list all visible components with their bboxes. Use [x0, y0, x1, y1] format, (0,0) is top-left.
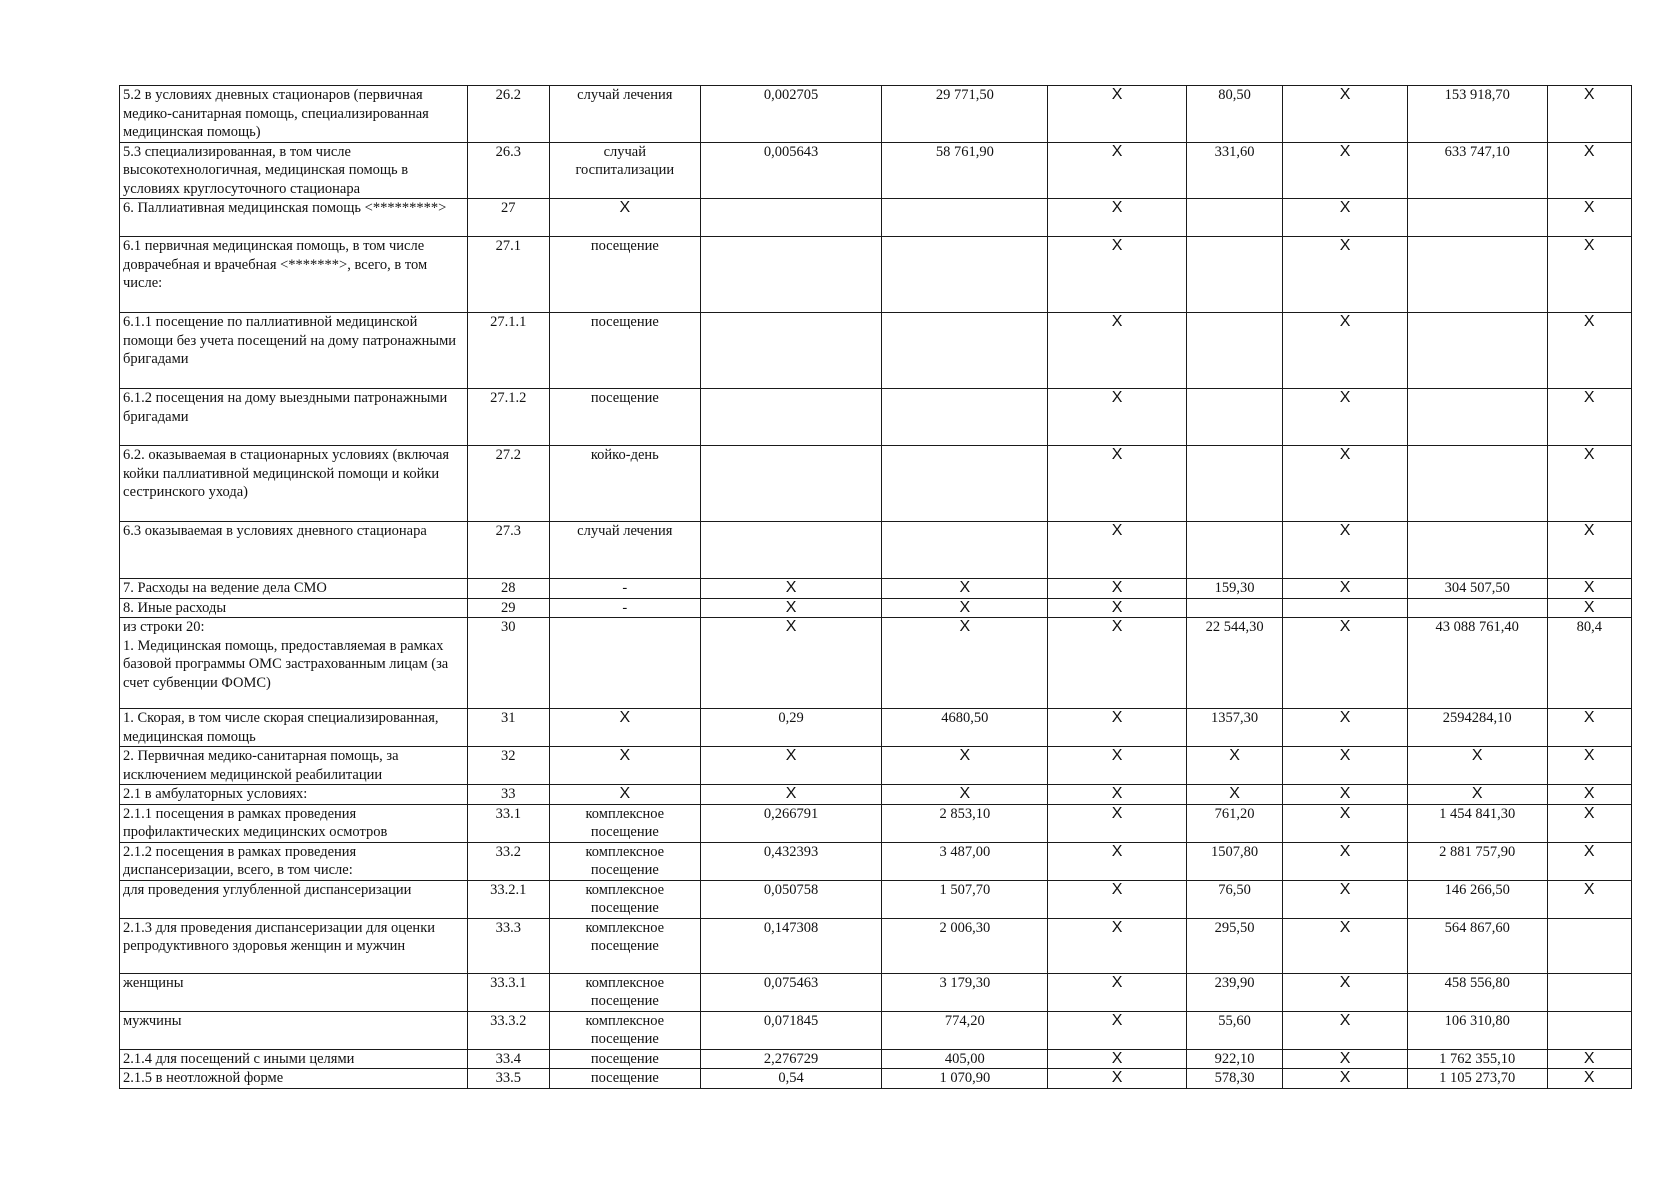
cell-col-x1: X — [1048, 1011, 1187, 1049]
cell-share: X — [1547, 747, 1631, 785]
cell-total-sum — [1407, 389, 1547, 446]
cell-norm-volume: X — [700, 598, 882, 618]
cell-norm-cost — [882, 313, 1048, 389]
cell-total-sum — [1407, 446, 1547, 522]
cell-norm-volume — [700, 237, 882, 313]
cell-row-code: 27.2 — [467, 446, 549, 522]
cell-col-x1: X — [1048, 709, 1187, 747]
cell-col-x1: X — [1048, 842, 1187, 880]
cell-norm-volume — [700, 199, 882, 237]
cell-unit: X — [549, 709, 700, 747]
cell-col-x2: X — [1283, 842, 1408, 880]
cell-col-x1: X — [1048, 880, 1187, 918]
cell-col-x2: X — [1283, 747, 1408, 785]
cell-description: 6.1.2 посещения на дому выездными патронажными бригадами — [120, 389, 468, 446]
table-row — [120, 973, 1632, 1011]
cell-row-code: 33.2 — [467, 842, 549, 880]
cell-col-x1: X — [1048, 446, 1187, 522]
cell-description: 6. Паллиативная медицинская помощь <*********> — [120, 199, 468, 237]
cell-per-capita-value: 1357,30 — [1186, 709, 1282, 747]
table-row — [120, 313, 1632, 389]
cell-row-code: 30 — [467, 618, 549, 709]
cell-unit: случай лечения — [549, 86, 700, 143]
table-row — [120, 842, 1632, 880]
cell-row-code: 32 — [467, 747, 549, 785]
cell-share: X — [1547, 389, 1631, 446]
cell-total-sum: 2594284,10 — [1407, 709, 1547, 747]
cell-description: 6.2. оказываемая в стационарных условиях (включая койки паллиативной медицинской помощи и койки сестринского ухода) — [120, 446, 468, 522]
cell-description: мужчины — [120, 1011, 468, 1049]
cell-norm-cost — [882, 199, 1048, 237]
cell-description: 2.1.1 посещения в рамках проведения профилактических медицинских осмотров — [120, 804, 468, 842]
cell-share: X — [1547, 804, 1631, 842]
cell-share: 80,4 — [1547, 618, 1631, 709]
cell-total-sum: 304 507,50 — [1407, 579, 1547, 599]
cell-per-capita-value: 76,50 — [1186, 880, 1282, 918]
cell-col-x1: X — [1048, 313, 1187, 389]
cell-norm-volume: 0,266791 — [700, 804, 882, 842]
cell-total-sum: 1 762 355,10 — [1407, 1049, 1547, 1069]
cell-per-capita-value — [1186, 199, 1282, 237]
cell-share: X — [1547, 446, 1631, 522]
table-row — [120, 522, 1632, 579]
cell-norm-cost — [882, 237, 1048, 313]
cell-unit: X — [549, 199, 700, 237]
cell-per-capita-value: 761,20 — [1186, 804, 1282, 842]
cell-unit: случай госпитализации — [549, 142, 700, 199]
cell-share: X — [1547, 1049, 1631, 1069]
table-row — [120, 1049, 1632, 1069]
cell-unit: комплексное посещение — [549, 1011, 700, 1049]
cell-norm-cost: 1 070,90 — [882, 1069, 1048, 1089]
cell-share: X — [1547, 785, 1631, 805]
cell-total-sum: 564 867,60 — [1407, 918, 1547, 973]
cell-col-x1: X — [1048, 522, 1187, 579]
cell-share — [1547, 1011, 1631, 1049]
cell-share: X — [1547, 842, 1631, 880]
cell-description: 7. Расходы на ведение дела СМО — [120, 579, 468, 599]
table-row — [120, 804, 1632, 842]
cell-col-x2: X — [1283, 918, 1408, 973]
table-row — [120, 709, 1632, 747]
cell-col-x2 — [1283, 598, 1408, 618]
table-row — [120, 785, 1632, 805]
cell-norm-volume: 0,29 — [700, 709, 882, 747]
cell-share: X — [1547, 1069, 1631, 1089]
cell-description: 5.2 в условиях дневных стационаров (первичная медико-санитарная помощь, специализированная медицинская помощь) — [120, 86, 468, 143]
cell-per-capita-value — [1186, 598, 1282, 618]
cell-description: 2.1 в амбулаторных условиях: — [120, 785, 468, 805]
cell-norm-cost: X — [882, 598, 1048, 618]
cell-col-x1: X — [1048, 1049, 1187, 1069]
table-row — [120, 389, 1632, 446]
table-row — [120, 142, 1632, 199]
cell-row-code: 33.3.2 — [467, 1011, 549, 1049]
cell-row-code: 27.1.1 — [467, 313, 549, 389]
cell-total-sum: 146 266,50 — [1407, 880, 1547, 918]
cell-col-x2: X — [1283, 86, 1408, 143]
cell-share: X — [1547, 579, 1631, 599]
cell-description: 8. Иные расходы — [120, 598, 468, 618]
cell-row-code: 29 — [467, 598, 549, 618]
cell-col-x2: X — [1283, 1011, 1408, 1049]
cell-col-x1: X — [1048, 199, 1187, 237]
cell-norm-cost: 2 006,30 — [882, 918, 1048, 973]
cell-total-sum: 633 747,10 — [1407, 142, 1547, 199]
cell-share: X — [1547, 880, 1631, 918]
cell-unit: посещение — [549, 1049, 700, 1069]
cell-norm-cost: 1 507,70 — [882, 880, 1048, 918]
cell-row-code: 26.3 — [467, 142, 549, 199]
cell-total-sum: 106 310,80 — [1407, 1011, 1547, 1049]
cell-norm-volume: X — [700, 579, 882, 599]
cell-unit: - — [549, 579, 700, 599]
cell-norm-volume: X — [700, 618, 882, 709]
cell-unit: комплексное посещение — [549, 918, 700, 973]
cell-per-capita-value: X — [1186, 747, 1282, 785]
cell-per-capita-value: 295,50 — [1186, 918, 1282, 973]
cell-norm-cost: 774,20 — [882, 1011, 1048, 1049]
cell-unit: койко-день — [549, 446, 700, 522]
cell-norm-cost — [882, 522, 1048, 579]
cell-unit: комплексное посещение — [549, 804, 700, 842]
table-row — [120, 237, 1632, 313]
cell-col-x2: X — [1283, 880, 1408, 918]
cell-total-sum: 2 881 757,90 — [1407, 842, 1547, 880]
cell-col-x2: X — [1283, 522, 1408, 579]
cell-col-x2: X — [1283, 446, 1408, 522]
cell-description: 2.1.4 для посещений с иными целями — [120, 1049, 468, 1069]
cell-col-x1: X — [1048, 804, 1187, 842]
cell-norm-cost: 405,00 — [882, 1049, 1048, 1069]
cell-per-capita-value: X — [1186, 785, 1282, 805]
cell-description: 1. Скорая, в том числе скорая специализированная, медицинская помощь — [120, 709, 468, 747]
cell-description: 5.3 специализированная, в том числе высокотехнологичная, медицинская помощь в условиях круглосуточного стационара — [120, 142, 468, 199]
cell-row-code: 33.5 — [467, 1069, 549, 1089]
cell-col-x2: X — [1283, 142, 1408, 199]
table-body — [120, 86, 1632, 1089]
cell-per-capita-value: 1507,80 — [1186, 842, 1282, 880]
cell-total-sum: 1 105 273,70 — [1407, 1069, 1547, 1089]
cell-col-x2: X — [1283, 237, 1408, 313]
cell-norm-cost: X — [882, 579, 1048, 599]
cell-col-x1: X — [1048, 785, 1187, 805]
cell-total-sum — [1407, 313, 1547, 389]
cell-col-x2: X — [1283, 618, 1408, 709]
cell-per-capita-value: 922,10 — [1186, 1049, 1282, 1069]
cell-col-x1: X — [1048, 973, 1187, 1011]
cell-per-capita-value: 80,50 — [1186, 86, 1282, 143]
cell-row-code: 27.3 — [467, 522, 549, 579]
cell-row-code: 26.2 — [467, 86, 549, 143]
table-row — [120, 86, 1632, 143]
cell-total-sum: X — [1407, 747, 1547, 785]
cell-norm-volume — [700, 389, 882, 446]
cell-total-sum: 153 918,70 — [1407, 86, 1547, 143]
cell-col-x2: X — [1283, 389, 1408, 446]
cell-unit: посещение — [549, 389, 700, 446]
cell-norm-volume: 0,002705 — [700, 86, 882, 143]
cell-share: X — [1547, 522, 1631, 579]
cell-col-x2: X — [1283, 313, 1408, 389]
cell-total-sum — [1407, 237, 1547, 313]
cell-norm-cost: 3 487,00 — [882, 842, 1048, 880]
cell-description: 2.1.2 посещения в рамках проведения диспансеризации, всего, в том числе: — [120, 842, 468, 880]
table-row — [120, 618, 1632, 709]
cell-description: 6.3 оказываемая в условиях дневного стационара — [120, 522, 468, 579]
cell-norm-cost: 4680,50 — [882, 709, 1048, 747]
cell-norm-volume: 0,050758 — [700, 880, 882, 918]
cell-share: X — [1547, 86, 1631, 143]
cell-norm-volume: X — [700, 747, 882, 785]
cell-norm-cost: 58 761,90 — [882, 142, 1048, 199]
cell-norm-cost — [882, 446, 1048, 522]
cell-row-code: 33.4 — [467, 1049, 549, 1069]
cell-per-capita-value: 239,90 — [1186, 973, 1282, 1011]
cell-norm-cost: X — [882, 785, 1048, 805]
cell-share: X — [1547, 199, 1631, 237]
table-row — [120, 579, 1632, 599]
cell-col-x1: X — [1048, 598, 1187, 618]
cell-total-sum: 1 454 841,30 — [1407, 804, 1547, 842]
table-row — [120, 1011, 1632, 1049]
cell-col-x1: X — [1048, 1069, 1187, 1089]
cell-row-code: 33 — [467, 785, 549, 805]
cell-unit: X — [549, 747, 700, 785]
cell-per-capita-value — [1186, 389, 1282, 446]
cell-col-x1: X — [1048, 86, 1187, 143]
cell-col-x1: X — [1048, 389, 1187, 446]
cell-description: из строки 20: 1. Медицинская помощь, предоставляемая в рамках базовой программы ОМС застрахованным лицам (за счет субвенции ФОМС) — [120, 618, 468, 709]
table-row — [120, 446, 1632, 522]
cell-col-x2: X — [1283, 785, 1408, 805]
cell-norm-cost: 2 853,10 — [882, 804, 1048, 842]
cell-col-x1: X — [1048, 618, 1187, 709]
cell-col-x2: X — [1283, 1069, 1408, 1089]
cell-col-x1: X — [1048, 579, 1187, 599]
cell-col-x2: X — [1283, 973, 1408, 1011]
cell-share: X — [1547, 313, 1631, 389]
cell-total-sum — [1407, 199, 1547, 237]
cell-col-x1: X — [1048, 237, 1187, 313]
cell-description: 6.1.1 посещение по паллиативной медицинской помощи без учета посещений на дому патронажными бригадами — [120, 313, 468, 389]
cell-unit: комплексное посещение — [549, 880, 700, 918]
cell-norm-cost: X — [882, 747, 1048, 785]
cell-norm-volume: 0,432393 — [700, 842, 882, 880]
cell-norm-volume: 2,276729 — [700, 1049, 882, 1069]
cell-norm-cost: X — [882, 618, 1048, 709]
cell-col-x1: X — [1048, 142, 1187, 199]
cell-share: X — [1547, 237, 1631, 313]
cell-per-capita-value: 331,60 — [1186, 142, 1282, 199]
cell-description: 2. Первичная медико-санитарная помощь, за исключением медицинской реабилитации — [120, 747, 468, 785]
cell-norm-volume: X — [700, 785, 882, 805]
cell-row-code: 27 — [467, 199, 549, 237]
table-row — [120, 1069, 1632, 1089]
cell-total-sum: X — [1407, 785, 1547, 805]
cell-unit — [549, 618, 700, 709]
cell-norm-volume: 0,005643 — [700, 142, 882, 199]
tariff-table — [119, 85, 1632, 1089]
cell-description: женщины — [120, 973, 468, 1011]
table-row — [120, 598, 1632, 618]
cell-description: для проведения углубленной диспансеризации — [120, 880, 468, 918]
cell-unit: посещение — [549, 1069, 700, 1089]
cell-col-x2: X — [1283, 199, 1408, 237]
cell-per-capita-value: 159,30 — [1186, 579, 1282, 599]
cell-row-code: 27.1 — [467, 237, 549, 313]
cell-unit: случай лечения — [549, 522, 700, 579]
cell-unit: комплексное посещение — [549, 973, 700, 1011]
cell-description: 2.1.3 для проведения диспансеризации для оценки репродуктивного здоровья женщин и мужчин — [120, 918, 468, 973]
cell-unit: посещение — [549, 237, 700, 313]
cell-col-x2: X — [1283, 1049, 1408, 1069]
cell-per-capita-value: 55,60 — [1186, 1011, 1282, 1049]
table-row — [120, 747, 1632, 785]
cell-share: X — [1547, 709, 1631, 747]
cell-norm-cost — [882, 389, 1048, 446]
cell-row-code: 33.3.1 — [467, 973, 549, 1011]
cell-share — [1547, 918, 1631, 973]
cell-norm-cost: 29 771,50 — [882, 86, 1048, 143]
table-row — [120, 880, 1632, 918]
cell-share: X — [1547, 598, 1631, 618]
cell-unit: посещение — [549, 313, 700, 389]
cell-per-capita-value — [1186, 522, 1282, 579]
cell-description: 6.1 первичная медицинская помощь, в том числе доврачебная и врачебная <*******>, всего, в том числе: — [120, 237, 468, 313]
cell-total-sum — [1407, 598, 1547, 618]
cell-total-sum: 458 556,80 — [1407, 973, 1547, 1011]
cell-norm-volume: 0,075463 — [700, 973, 882, 1011]
cell-per-capita-value — [1186, 446, 1282, 522]
cell-per-capita-value — [1186, 313, 1282, 389]
cell-col-x2: X — [1283, 579, 1408, 599]
cell-unit: комплексное посещение — [549, 842, 700, 880]
cell-norm-volume: 0,071845 — [700, 1011, 882, 1049]
table-row — [120, 199, 1632, 237]
cell-total-sum — [1407, 522, 1547, 579]
cell-norm-volume — [700, 313, 882, 389]
cell-norm-volume: 0,54 — [700, 1069, 882, 1089]
cell-unit: - — [549, 598, 700, 618]
cell-col-x1: X — [1048, 918, 1187, 973]
cell-norm-volume — [700, 522, 882, 579]
cell-per-capita-value: 22 544,30 — [1186, 618, 1282, 709]
cell-per-capita-value: 578,30 — [1186, 1069, 1282, 1089]
cell-unit: X — [549, 785, 700, 805]
cell-row-code: 33.3 — [467, 918, 549, 973]
cell-col-x2: X — [1283, 804, 1408, 842]
cell-col-x2: X — [1283, 709, 1408, 747]
cell-share — [1547, 973, 1631, 1011]
cell-row-code: 33.1 — [467, 804, 549, 842]
cell-per-capita-value — [1186, 237, 1282, 313]
cell-norm-cost: 3 179,30 — [882, 973, 1048, 1011]
cell-row-code: 28 — [467, 579, 549, 599]
cell-row-code: 31 — [467, 709, 549, 747]
cell-row-code: 27.1.2 — [467, 389, 549, 446]
cell-description: 2.1.5 в неотложной форме — [120, 1069, 468, 1089]
cell-share: X — [1547, 142, 1631, 199]
cell-row-code: 33.2.1 — [467, 880, 549, 918]
table-row — [120, 918, 1632, 973]
cell-col-x1: X — [1048, 747, 1187, 785]
cell-total-sum: 43 088 761,40 — [1407, 618, 1547, 709]
cell-norm-volume — [700, 446, 882, 522]
cell-norm-volume: 0,147308 — [700, 918, 882, 973]
